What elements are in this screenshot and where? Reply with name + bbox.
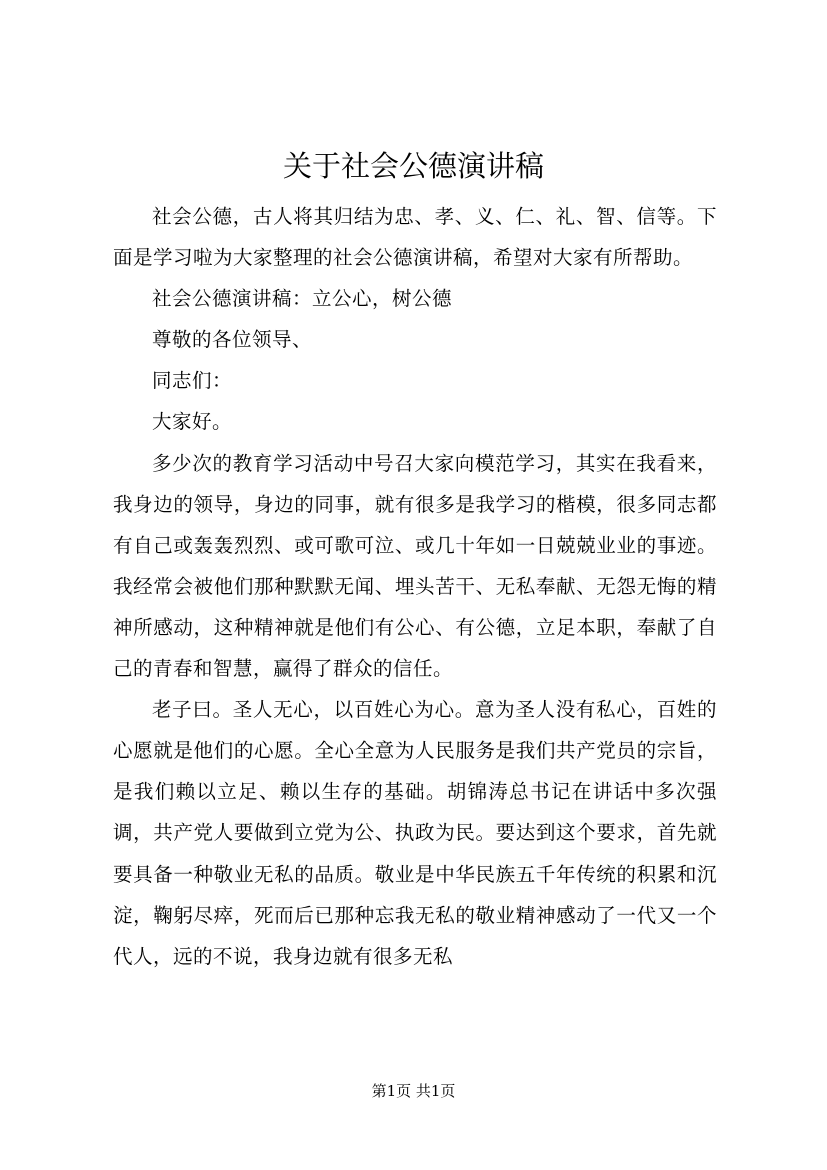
document-body <box>113 196 717 977</box>
paragraph-intro: 社会公德，古人将其归结为忠、孝、义、仁、礼、智、信等。下面是学习啦为大家整理的社会公德演讲稿，希望对大家有所帮助。 <box>113 205 717 270</box>
paragraph-body-2: 老子曰。圣人无心，以百姓心为心。意为圣人没有私心，百姓的心愿就是他们的心愿。全心全意为人民服务是我们共产党员的宗旨，是我们赖以立足、赖以生存的基础。胡锦涛总书记在讲话中多次强调，共产党人要做到立党为公、执政为民。要达到这个要求，首先就要具备一种敬业无私的品质。敬业是中华民族五千年传统的积累和沉淀，鞠躬尽瘁，死而后已那种忘我无私的敬业精神感动了一代又一个代人，远的不说，我身边就有很多无私 <box>113 698 717 968</box>
paragraph-speech-title: 社会公德演讲稿：立公心，树公德 <box>152 287 453 311</box>
paragraph-body-1: 多少次的教育学习活动中号召大家向模范学习，其实在我看来，我身边的领导，身边的同事，就有很多是我学习的楷模，很多同志都有自己或轰轰烈烈、或可歌可泣、或几十年如一日兢兢业业的事迹。我经常会被他们那种默默无闻、埋头苦干、无私奉献、无怨无悔的精神所感动，这种精神就是他们有公心、有公德，立足本职，奉献了自己的青春和智慧，赢得了群众的信任。 <box>113 451 717 681</box>
paragraph-salutation-leaders: 尊敬的各位领导、 <box>152 328 313 352</box>
document-title: 关于社会公德演讲稿 <box>282 149 544 183</box>
paragraph-salutation-comrades: 同志们： <box>152 369 233 393</box>
page-footer: 第1页 共1页 <box>371 1082 456 1100</box>
paragraph-greeting: 大家好。 <box>152 410 233 434</box>
